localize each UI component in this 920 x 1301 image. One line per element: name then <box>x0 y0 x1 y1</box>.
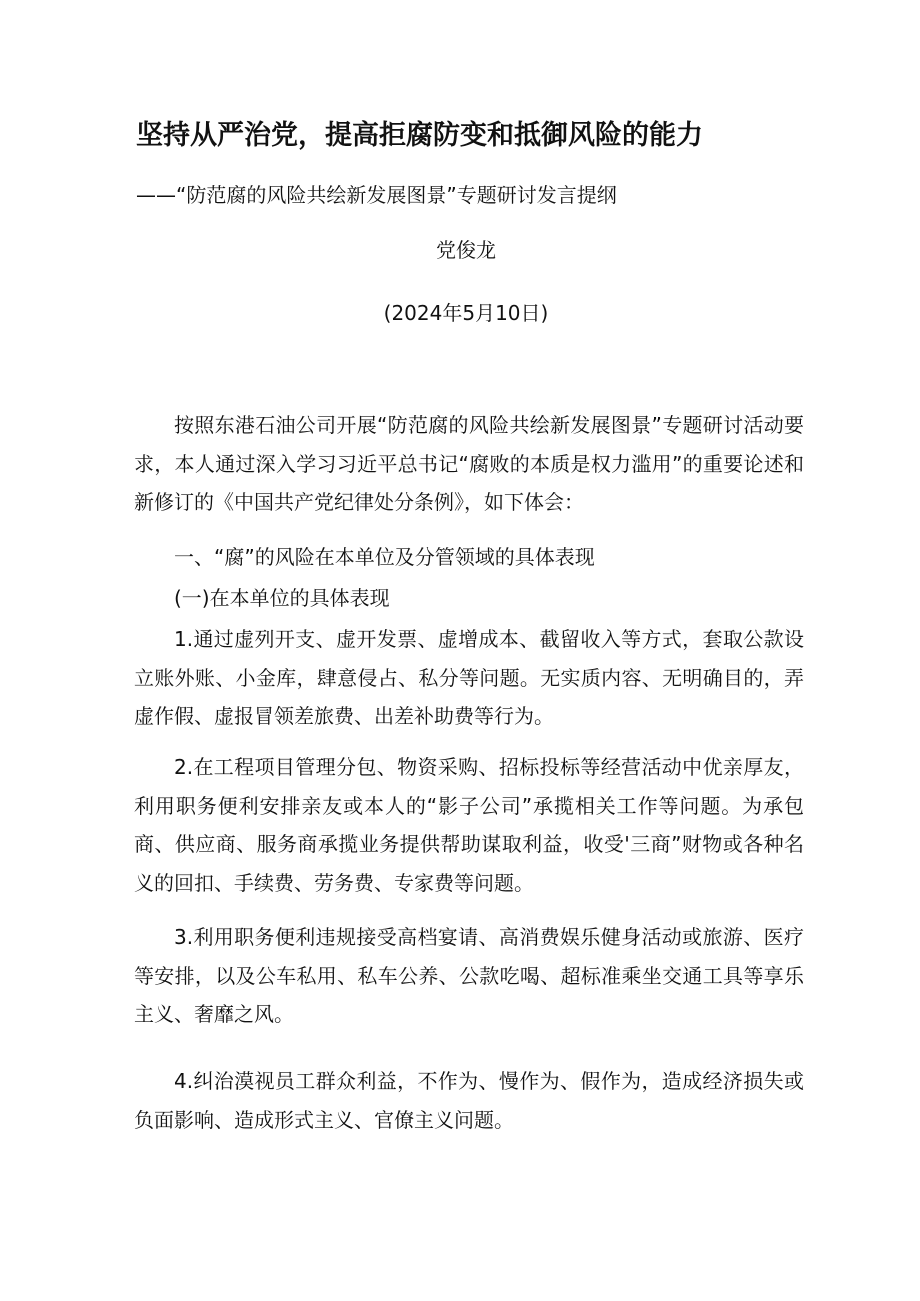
intro-paragraph: 按照东港石油公司开展“防范腐的风险共绘新发展图景”专题研讨活动要求，本人通过深入学习习近平总书记“腐败的本质是权力滥用”的重要论述和新修订的《中国共产党纪律处分条例》，如下体会： <box>134 413 804 514</box>
section-heading: 一、“腐”的风险在本单位及分管领域的具体表现 <box>174 545 595 569</box>
author-name: 党俊龙 <box>436 238 496 262</box>
document-date: (2024年5月10日) <box>383 301 549 325</box>
subsection-heading: (一)在本单位的具体表现 <box>174 586 390 610</box>
document-title: 坚持从严治党，提高拒腐防变和抵御风险的能力 <box>136 120 703 151</box>
list-item-3: 3.利用职务便利违规接受高档宴请、高消费娱乐健身活动或旅游、医疗等安排，以及公车私用、私车公养、公款吃喝、超标准乘坐交通工具等享乐主义、奢靡之风。 <box>134 925 804 1026</box>
list-item-2: 2.在工程项目管理分包、物资采购、招标投标等经营活动中优亲厚友，利用职务便利安排亲友或本人的“影子公司”承揽相关工作等问题。为承包商、供应商、服务商承揽业务提供帮助谋取利益，收受'三商”财物或各种名义的回扣、手续费、劳务费、专家费等问题。 <box>134 755 804 895</box>
list-item-4: 4.纠治漠视员工群众利益，不作为、慢作为、假作为，造成经济损失或负面影响、造成形式主义、官僚主义问题。 <box>134 1069 804 1132</box>
document-subtitle: ——“防范腐的风险共绘新发展图景”专题研讨发言提纲 <box>136 183 617 207</box>
list-item-1: 1.通过虚列开支、虚开发票、虚增成本、截留收入等方式，套取公款设立账外账、小金库，肆意侵占、私分等问题。无实质内容、无明确目的，弄虚作假、虚报冒领差旅费、出差补助费等行为。 <box>134 627 804 728</box>
